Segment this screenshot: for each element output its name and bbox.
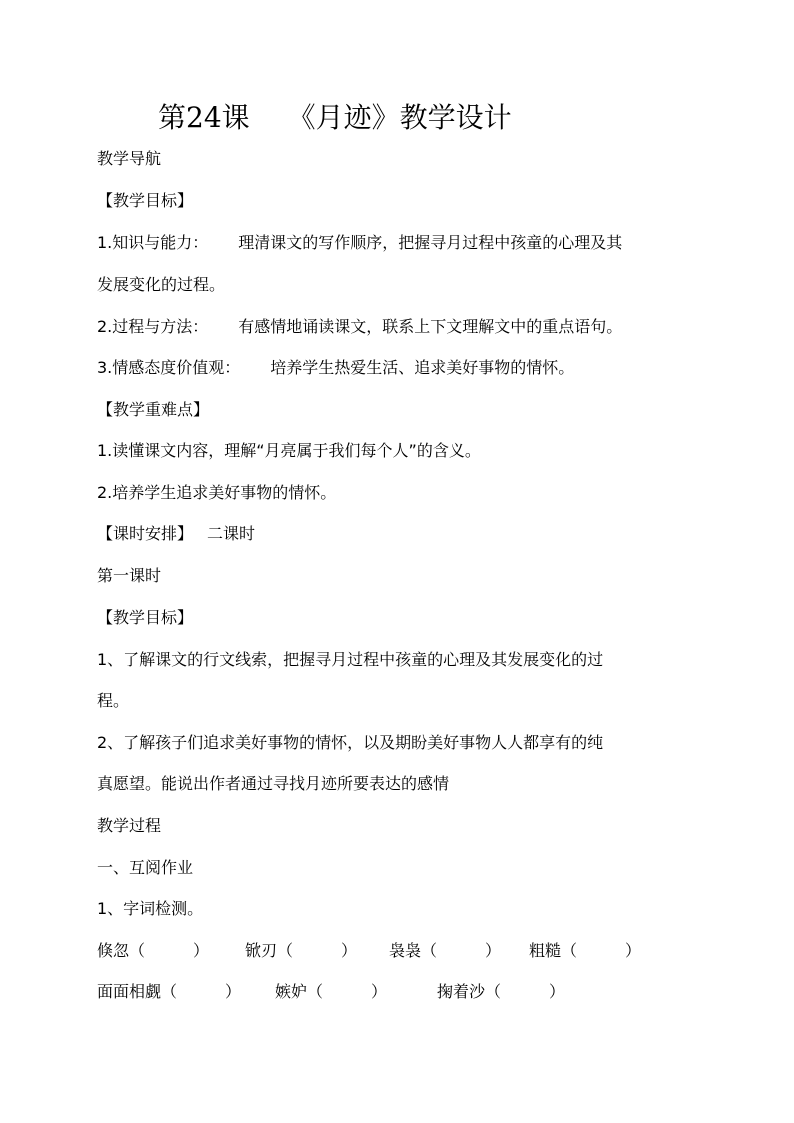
schedule xyxy=(97,523,255,545)
goal-2 xyxy=(97,316,622,338)
process-heading: 教学过程 xyxy=(97,816,162,835)
goal-1-continued: 发展变化的过程。 xyxy=(97,275,226,294)
item-1: 1、字词检测。 xyxy=(97,899,204,918)
key-points-header: 【教学重难点】 xyxy=(97,400,210,419)
page-title xyxy=(158,98,512,138)
word-item: 嫉妒（ ） xyxy=(275,982,388,1001)
schedule-label: 【课时安排】 xyxy=(97,524,194,543)
words-row-2 xyxy=(97,981,565,1003)
goal2-2-continued: 真愿望。能说出作者通过寻找月迹所要表达的感情 xyxy=(97,774,450,793)
schedule-value: 二课时 xyxy=(207,524,256,543)
word-item: 粗糙（ ） xyxy=(529,941,642,960)
goal-1-text: 理清课文的写作顺序，把握寻月过程中孩童的心理及其 xyxy=(238,233,623,252)
word-item: 袅袅（ ） xyxy=(389,941,502,960)
goal-3-label: 3.情感态度价值观： xyxy=(97,358,241,377)
goal-3 xyxy=(97,357,574,379)
nav-heading: 教学导航 xyxy=(97,149,162,168)
word-item: 面面相觑（ ） xyxy=(97,982,242,1001)
goal2-2: 2、了解孩子们追求美好事物的情怀，以及期盼美好事物人人都享有的纯 xyxy=(97,733,604,752)
words-row-1 xyxy=(97,940,641,962)
word-item: 倏忽（ ） xyxy=(97,941,210,960)
section-1-heading: 一、互阅作业 xyxy=(97,858,194,877)
first-lesson-heading: 第一课时 xyxy=(97,566,162,585)
goal2-1-continued: 程。 xyxy=(97,691,130,710)
goal-1 xyxy=(97,232,622,254)
goal-3-text: 培养学生热爱生活、追求美好事物的情怀。 xyxy=(270,358,575,377)
word-item: 掬着沙（ ） xyxy=(437,982,566,1001)
goals2-header: 【教学目标】 xyxy=(97,608,194,627)
key-point-2: 2.培养学生追求美好事物的情怀。 xyxy=(97,483,337,502)
word-item: 锨刃（ ） xyxy=(245,941,358,960)
goals-header: 【教学目标】 xyxy=(97,191,194,210)
lesson-number: 第24课 xyxy=(158,101,250,134)
goal-2-label: 2.过程与方法： xyxy=(97,317,209,336)
key-point-1: 1.读懂课文内容，理解“月亮属于我们每个人”的含义。 xyxy=(97,441,481,460)
goal2-1: 1、了解课文的行文线索，把握寻月过程中孩童的心理及其发展变化的过 xyxy=(97,650,604,669)
lesson-name: 《月迹》教学设计 xyxy=(287,101,512,134)
goal-1-label: 1.知识与能力： xyxy=(97,233,209,252)
goal-2-text: 有感情地诵读课文，联系上下文理解文中的重点语句。 xyxy=(238,317,623,336)
